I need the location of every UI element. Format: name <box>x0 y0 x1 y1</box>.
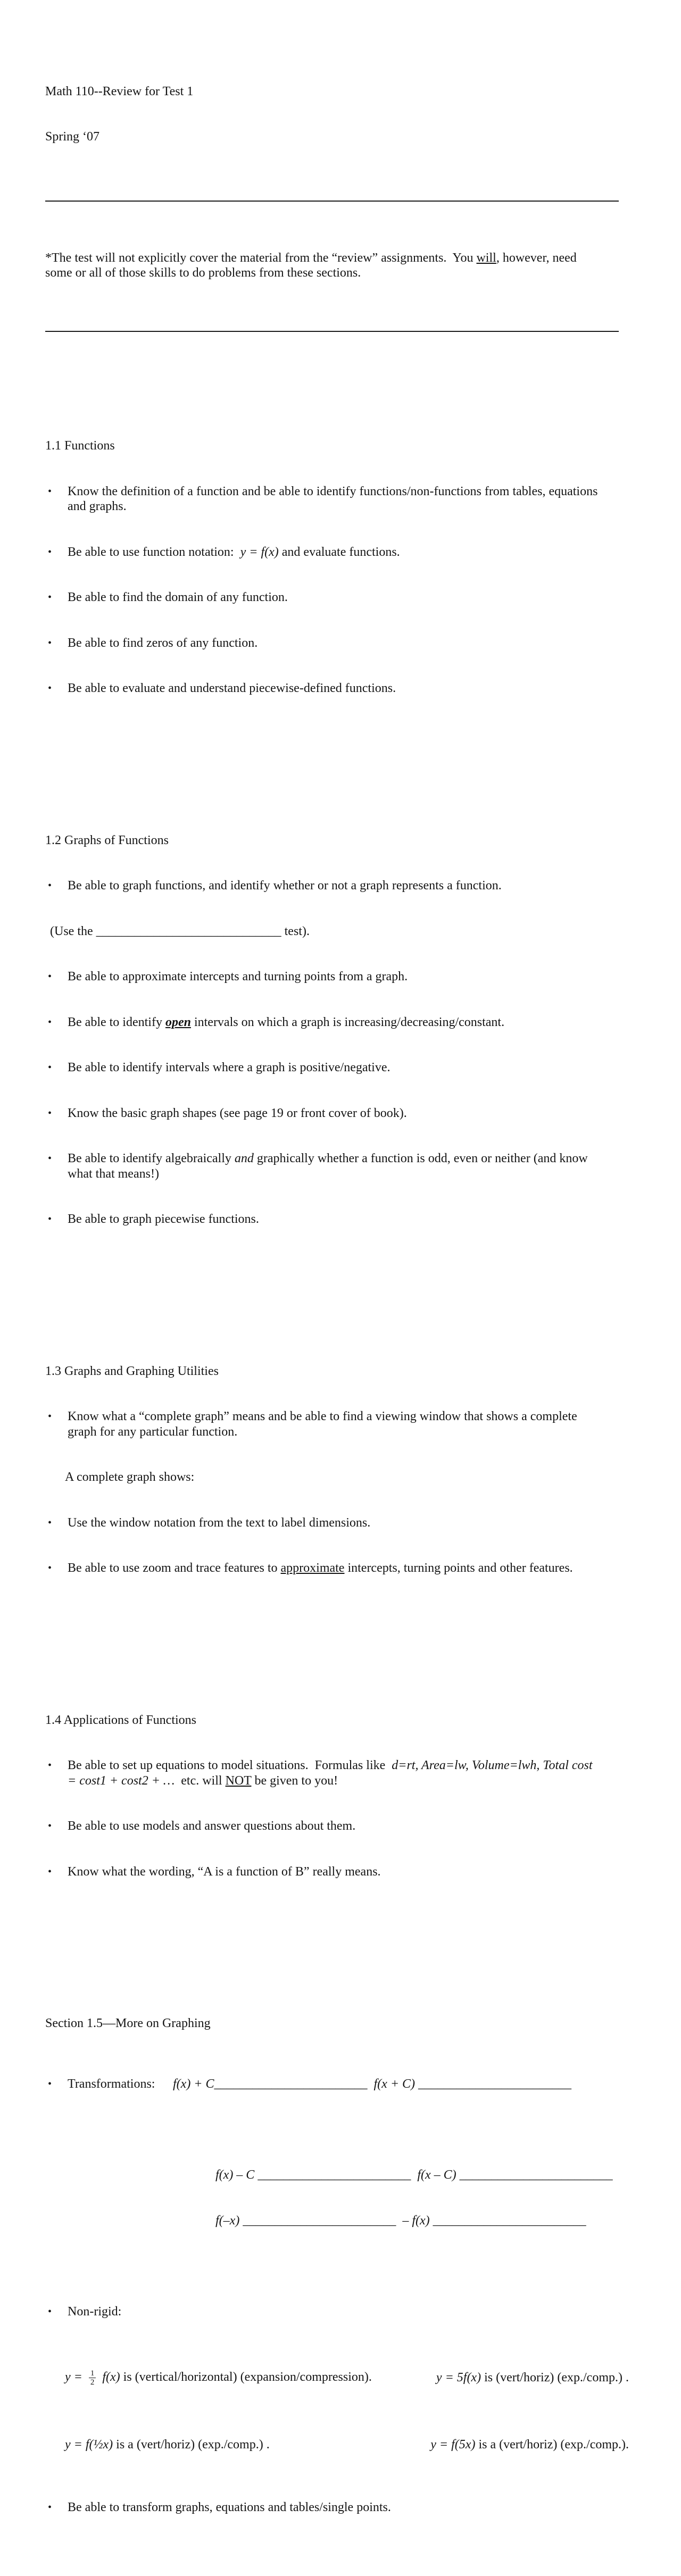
bullet-marker: • <box>48 2502 52 2513</box>
text-segment: graphically whether a function is odd, even or neither (and know what that means!) <box>68 1152 591 1181</box>
text-segment: test). <box>281 924 310 938</box>
bullet-text: Know the definition of a function and be able to identify functions/non-functions from tables, equations and graphs. <box>68 484 601 513</box>
bullet-marker: • <box>48 1213 52 1225</box>
bullet-marker: • <box>48 2078 52 2090</box>
list-item <box>45 590 621 605</box>
math-expression: f(–x) <box>215 2213 243 2228</box>
transformation-row-2 <box>215 2167 621 2183</box>
underlined-word-not: NOT <box>225 1773 252 1788</box>
italic-word-and: and <box>234 1152 254 1165</box>
math-expression: f(x) <box>99 2370 120 2384</box>
list-item <box>45 681 621 696</box>
bullet-marker: • <box>48 591 52 603</box>
math-expression: f(x + C) <box>373 2077 419 2091</box>
bullet-text: Be able to transform graphs, equations and tables/single points. <box>68 2500 391 2514</box>
bullet-marker: • <box>48 546 52 558</box>
list-item <box>45 545 621 560</box>
list-item <box>45 1819 621 1834</box>
bullet-marker: • <box>48 2305 52 2317</box>
text-segment: Be able to identify algebraically <box>68 1152 235 1165</box>
text-segment: is a (vert/horiz) (exp./comp.). <box>475 2438 629 2452</box>
doc-title: Math 110--Review for Test 1 <box>45 84 194 98</box>
bullet-text: Be able to find the domain of any function. <box>68 590 288 604</box>
section-heading-1-1: 1.1 Functions <box>45 439 115 453</box>
bullet-marker: • <box>48 1820 52 1832</box>
notice-paragraph <box>45 251 599 281</box>
text-segment: is (vert/horiz) (exp./comp.) . <box>481 2370 629 2385</box>
text-segment: etc. will <box>175 1773 226 1788</box>
nonrigid-line-2 <box>65 2437 629 2453</box>
blank-underline: ________________________ <box>418 2077 572 2091</box>
bullet-text: Know what the wording, “A is a function of B” really means. <box>68 1864 381 1879</box>
bullet-text: Be able to find zeros of any function. <box>68 636 258 650</box>
list-item <box>45 1758 621 1788</box>
section-heading-1-3: 1.3 Graphs and Graphing Utilities <box>45 1364 219 1378</box>
list-item <box>45 969 621 985</box>
transformation-row-3 <box>215 2213 621 2229</box>
text-segment: be given to you! <box>251 1773 338 1788</box>
list-item <box>45 1212 621 1227</box>
blank-underline: ________________________ <box>258 2168 411 2182</box>
nonrigid-2-right <box>430 2437 629 2453</box>
text-segment: and evaluate functions. <box>278 545 400 559</box>
nonrigid-1-left <box>65 2369 372 2387</box>
text-segment: Be able to use zoom and trace features to <box>68 1561 281 1575</box>
bullet-marker: • <box>48 1153 52 1164</box>
blank-underline: ________________________ <box>243 2213 396 2228</box>
list-item <box>45 1864 621 1880</box>
doc-term: Spring ‘07 <box>45 130 99 144</box>
list-item <box>45 1015 621 1030</box>
bullet-text <box>68 1561 600 1576</box>
divider-top <box>45 201 619 202</box>
math-expression: y = f(5x) <box>430 2438 476 2452</box>
text-segment: is (vertical/horizontal) (expansion/compression). <box>120 2370 372 2384</box>
section-1-1 <box>45 393 621 727</box>
bullet-marker: • <box>48 637 52 649</box>
math-formulas: d=rt, Area=lw, Volume=lwh, Total cost = cost1 + cost2 + … <box>68 1758 596 1788</box>
transformation-rows <box>215 2137 621 2258</box>
section-1-3 <box>45 1318 621 1606</box>
bullet-text <box>68 1758 600 1788</box>
list-item <box>45 484 621 514</box>
list-item <box>45 1561 621 1576</box>
math-expression: f(x – C) <box>417 2168 460 2182</box>
list-item-transformations <box>45 2077 621 2092</box>
bullet-text: Know the basic graph shapes (see page 19 or front cover of book). <box>68 1106 407 1120</box>
bullet-marker: • <box>48 1865 52 1878</box>
list-item <box>45 1106 621 1121</box>
list-item <box>45 1151 621 1181</box>
blank-underline: ________________________ <box>459 2168 613 2182</box>
blank-underline: _____________________________ <box>96 924 281 938</box>
notice-underlined-word: will <box>476 251 496 265</box>
list-item <box>45 1515 621 1531</box>
bullet-text: Be able to graph functions, and identify whether or not a graph represents a function. <box>68 879 502 893</box>
fraction-one-half <box>89 2369 96 2387</box>
section-1-4 <box>45 1667 621 1910</box>
continuation-line: A complete graph shows: <box>65 1470 195 1484</box>
bullet-text: Be able to graph piecewise functions. <box>68 1212 259 1226</box>
text-segment: (Use the <box>47 924 96 938</box>
bullet-text: Be able to approximate intercepts and turning points from a graph. <box>68 970 408 983</box>
bullet-marker: • <box>48 1760 52 1771</box>
fraction-numerator: 1 <box>90 2369 95 2378</box>
bullet-text: Be able to use models and answer questions about them. <box>68 1819 356 1833</box>
bullet-marker: • <box>48 485 52 497</box>
bullet-text: Know what a “complete graph” means and be able to find a viewing window that shows a complete graph for any particular function. <box>68 1410 580 1439</box>
math-expression: f(x) + C <box>173 2077 214 2091</box>
section-heading-1-2: 1.2 Graphs of Functions <box>45 833 169 847</box>
section-1-5 <box>45 1970 629 2546</box>
bullet-text <box>68 1151 600 1181</box>
list-item <box>45 1409 621 1439</box>
math-expression: f(x) – C <box>215 2168 258 2182</box>
bullet-text: Be able to identify intervals where a graph is positive/negative. <box>68 1061 391 1074</box>
underlined-word-approximate: approximate <box>280 1561 345 1575</box>
text-segment: Be able to use function notation: <box>68 545 240 559</box>
section-heading-1-5: Section 1.5—More on Graphing <box>45 2016 211 2030</box>
text-segment: intervals on which a graph is increasing/decreasing/constant. <box>190 1015 505 1029</box>
section-1-2 <box>45 787 621 1257</box>
nonrigid-1-right <box>436 2370 629 2386</box>
bullet-marker: • <box>48 1411 52 1422</box>
list-item <box>45 1060 621 1076</box>
text-segment: Be able to identify <box>68 1015 165 1029</box>
math-expression: y = f(½x) <box>65 2438 113 2452</box>
section-heading-1-4: 1.4 Applications of Functions <box>45 1713 196 1727</box>
notice-text: , however, need some or all of those skills to do problems from these sections. <box>45 251 580 280</box>
emphasized-word-open: open <box>165 1015 191 1029</box>
bullet-marker: • <box>48 880 52 891</box>
list-item-nonrigid <box>45 2304 621 2320</box>
math-expression: y = f(x) <box>240 545 279 559</box>
notice-text: *The test will not explicitly cover the material from the “review” assignments. You <box>45 251 477 265</box>
blank-underline: ________________________ <box>433 2213 586 2228</box>
bullet-text: Non-rigid: <box>68 2304 122 2319</box>
text-segment: intercepts, turning points and other features. <box>344 1561 573 1575</box>
bullet-text: Use the window notation from the text to label dimensions. <box>68 1515 371 1530</box>
bullet-text: Be able to evaluate and understand piecewise-defined functions. <box>68 681 396 695</box>
bullet-marker: • <box>48 1516 52 1529</box>
math-expression: y = 5f(x) <box>436 2370 481 2385</box>
nonrigid-line-1 <box>65 2369 629 2387</box>
bullet-marker: • <box>48 1062 52 1073</box>
list-item <box>45 878 621 894</box>
nonrigid-2-left <box>65 2437 270 2453</box>
bullet-marker: • <box>48 1016 52 1028</box>
fill-in-line <box>47 924 621 939</box>
bullet-marker: • <box>48 1107 52 1119</box>
transformations-label: Transformations: <box>68 2077 162 2091</box>
math-expression: y = <box>65 2370 86 2384</box>
text-segment: Be able to set up equations to model situations. Formulas like <box>68 1758 392 1772</box>
bullet-marker: • <box>48 1562 52 1574</box>
bullet-marker: • <box>48 682 52 694</box>
blank-underline: ________________________ <box>214 2077 368 2091</box>
math-expression: – f(x) <box>402 2213 433 2228</box>
list-item <box>45 636 621 651</box>
divider-bottom <box>45 331 619 332</box>
bullet-marker: • <box>48 971 52 982</box>
bullet-text <box>68 1015 600 1030</box>
bullet-text <box>68 545 600 560</box>
text-segment: is a (vert/horiz) (exp./comp.) . <box>113 2438 270 2452</box>
list-item <box>45 2500 621 2515</box>
fraction-denominator: 2 <box>89 2378 96 2387</box>
transformation-row-1 <box>173 2077 571 2092</box>
